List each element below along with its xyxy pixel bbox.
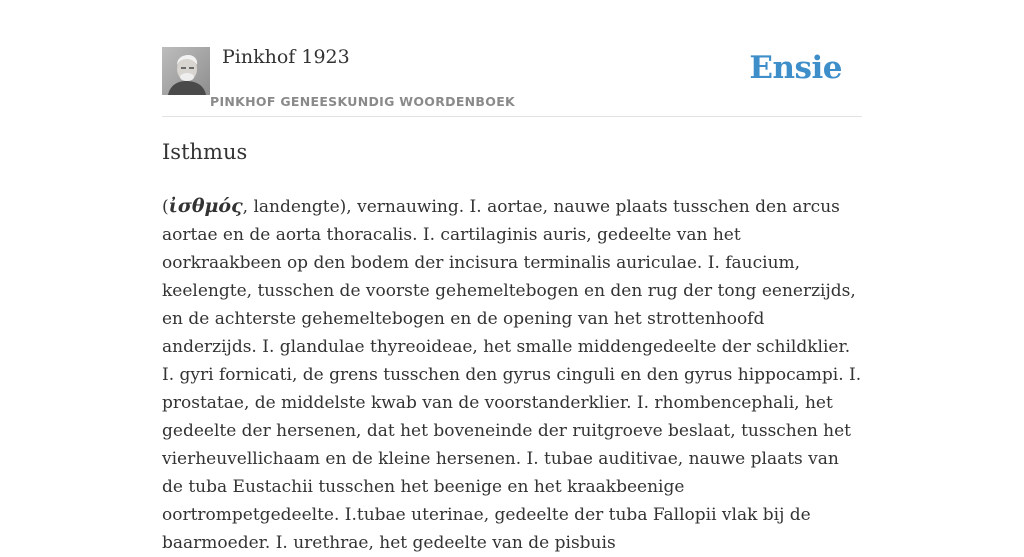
- ensie-logo[interactable]: Ensie: [749, 50, 842, 86]
- entry-header: [162, 0, 862, 117]
- etymology-term: ἰσθμός: [168, 195, 243, 217]
- portrait-image: [162, 47, 210, 95]
- definition-text: , landengte), vernauwing. I. aortae, nauwe plaats tusschen den arcus aortae en de aorta thoracalis. I. cartilaginis auris, gedeelte van het oorkraakbeen op den bodem der incisura terminalis auriculae. I. faucium, keelengte, tusschen de voorste gehemeltebogen en den rug der tong eenerzijds, en de achterste gehemeltebogen en de opening van het strottenhoofd anderzijds. I. glandulae thyreoideae, het smalle middengedeelte der schildklier. I. gyri fornicati, de grens tusschen den gyrus cinguli en den gyrus hippocampi. I. prostatae, de middelste kwab van de voorstanderklier. I. rhombencephali, het gedeelte der hersenen, dat het boveneinde der ruitgroeve beslaat, tusschen het vierheuvellichaam en de kleine hersenen. I. tubae auditivae, nauwe plaats van de tuba Eustachii tusschen het beenige en het kraakbeenige oortrompetgedeelte. I.tubae uterinae, gedeelte der tuba Fallopii vlak bij de baarmoeder. I. urethrae, het gedeelte van de pisbuis: [162, 197, 862, 553]
- author-avatar[interactable]: [162, 47, 210, 95]
- author-name[interactable]: Pinkhof 1923: [222, 46, 350, 68]
- open-parenthesis: (: [162, 197, 169, 217]
- entry-definition: [162, 192, 862, 557]
- entry-title: Isthmus: [162, 140, 248, 164]
- source-label[interactable]: PINKHOF GENEESKUNDIG WOORDENBOEK: [210, 94, 516, 109]
